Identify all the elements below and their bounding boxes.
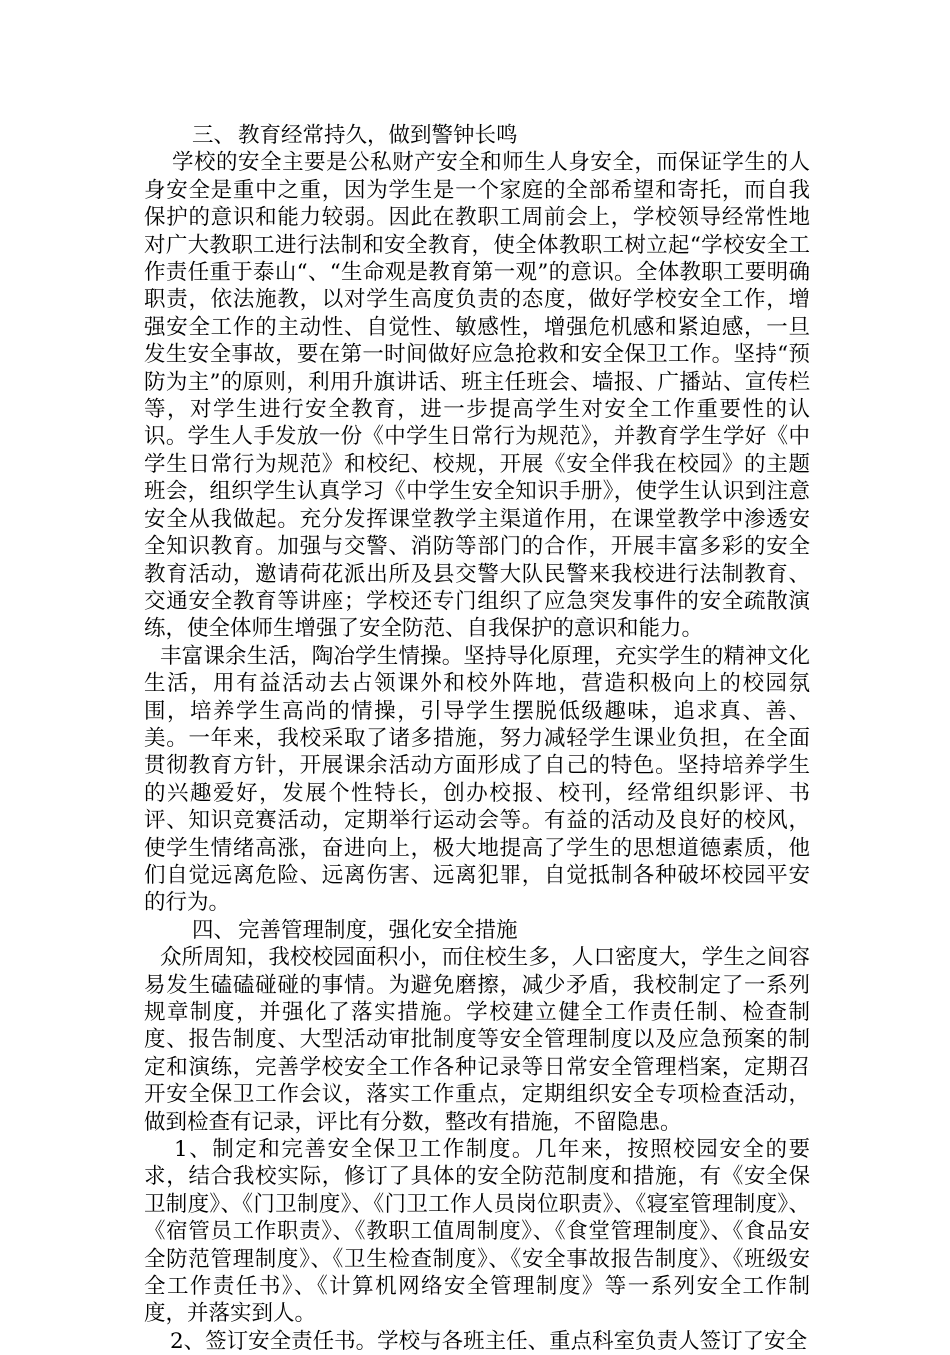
- paragraph-management-system: 众所周知，我校校园面积小，而住校生多，人口密度大，学生之间容易发生磕磕碰碰的事情。为避免磨擦，减少矛盾，我校制定了一系列规章制度，并强化了落实措施。学校建立健全工作责任制、检查制度、报告制度、大型活动审批制度等安全管理制度以及应急预案的制定和演练，完善学校安全工作各种记录等日常安全管理档案，定期召开安全保卫工作会议，落实工作重点，定期组织安全专项检查活动，做到检查有记录，评比有分数，整改有措施，不留隐患。: [144, 945, 810, 1135]
- paragraph-safety-education: 学校的安全主要是公私财产安全和师生人身安全，而保证学生的人身安全是重中之重，因为学生是一个家庭的全部希望和寄托，而自我保护的意识和能力较弱。因此在教职工周前会上，学校领导经常性地对广大教职工进行法制和安全教育，使全体教职工树立起“学校安全工作责任重于泰山“、“生命观是教育第一观”的意识。全体教职工要明确职责，依法施教，以对学生高度负责的态度，做好学校安全工作，增强安全工作的主动性、自觉性、敏感性，增强危机感和紧迫感，一旦发生安全事故，要在第一时间做好应急抢救和安全保卫工作。坚持“预防为主”的原则，利用升旗讲话、班主任班会、墙报、广播站、宣传栏等，对学生进行安全教育，进一步提高学生对安全工作重要性的认识。学生人手发放一份《中学生日常行为规范》，并教育学生学好《中学生日常行为规范》和校纪、校规，开展《安全伴我在校园》的主题班会，组织学生认真学习《中学生安全知识手册》，使学生认识到注意安全从我做起。充分发挥课堂教学主渠道作用，在课堂教学中渗透安全知识教育。加强与交警、消防等部门的合作，开展丰富多彩的安全教育活动，邀请荷花派出所及县交警大队民警来我校进行法制教育、交通安全教育等讲座；学校还专门组织了应急突发事件的安全疏散演练，使全体师生增强了安全防范、自我保护的意识和能力。: [144, 150, 810, 642]
- paragraph-extracurricular-life: 丰富课余生活，陶冶学生情操。坚持导化原理，充实学生的精神文化生活，用有益活动去占领课外和校外阵地，营造积极向上的校园氛围，培养学生高尚的情操，引导学生摆脱低级趣味，追求真、善、美。一年来，我校采取了诸多措施，努力减轻学生课业负担，在全面贯彻教育方针，开展课余活动方面形成了自己的特色。坚持培养学生的兴趣爱好，发展个性特长，创办校报、校刊，经常组织影评、书评、知识竞赛活动，定期举行运动会等。有益的活动及良好的校风，使学生情绪高涨，奋进向上，极大地提高了学生的思想道德素质，他们自觉远离危险、远离伤害、远离犯罪，自觉抵制各种破坏校园平安的行为。: [144, 643, 810, 916]
- section-number: 三、: [192, 123, 236, 148]
- paragraph-item-2: 2、签订安全责任书。学校与各班主任、重点科室负责人签订了安全: [170, 1328, 808, 1354]
- section-heading-3: [144, 122, 810, 149]
- document-page: [144, 122, 810, 1355]
- section-heading-4: [144, 917, 810, 944]
- section-number: 四、: [192, 917, 236, 943]
- section-title: 教育经常持久，做到警钟长鸣: [238, 123, 518, 148]
- paragraph-item-1: 1、制定和完善安全保卫工作制度。几年来，按照校园安全的要求，结合我校实际，修订了具体的安全防范制度和措施，有《安全保卫制度》、《门卫制度》、《门卫工作人员岗位职责》、《寝室管理制度》、《宿管员工作职责》、《教职工值周制度》、《食堂管理制度》、《食品安全防范管理制度》、《卫生检查制度》、《安全事故报告制度》、《班级安全工作责任书》、《计算机网络安全管理制度》等一系列安全工作制度，并落实到人。: [144, 1137, 810, 1327]
- section-title: 完善管理制度，强化安全措施: [238, 917, 518, 943]
